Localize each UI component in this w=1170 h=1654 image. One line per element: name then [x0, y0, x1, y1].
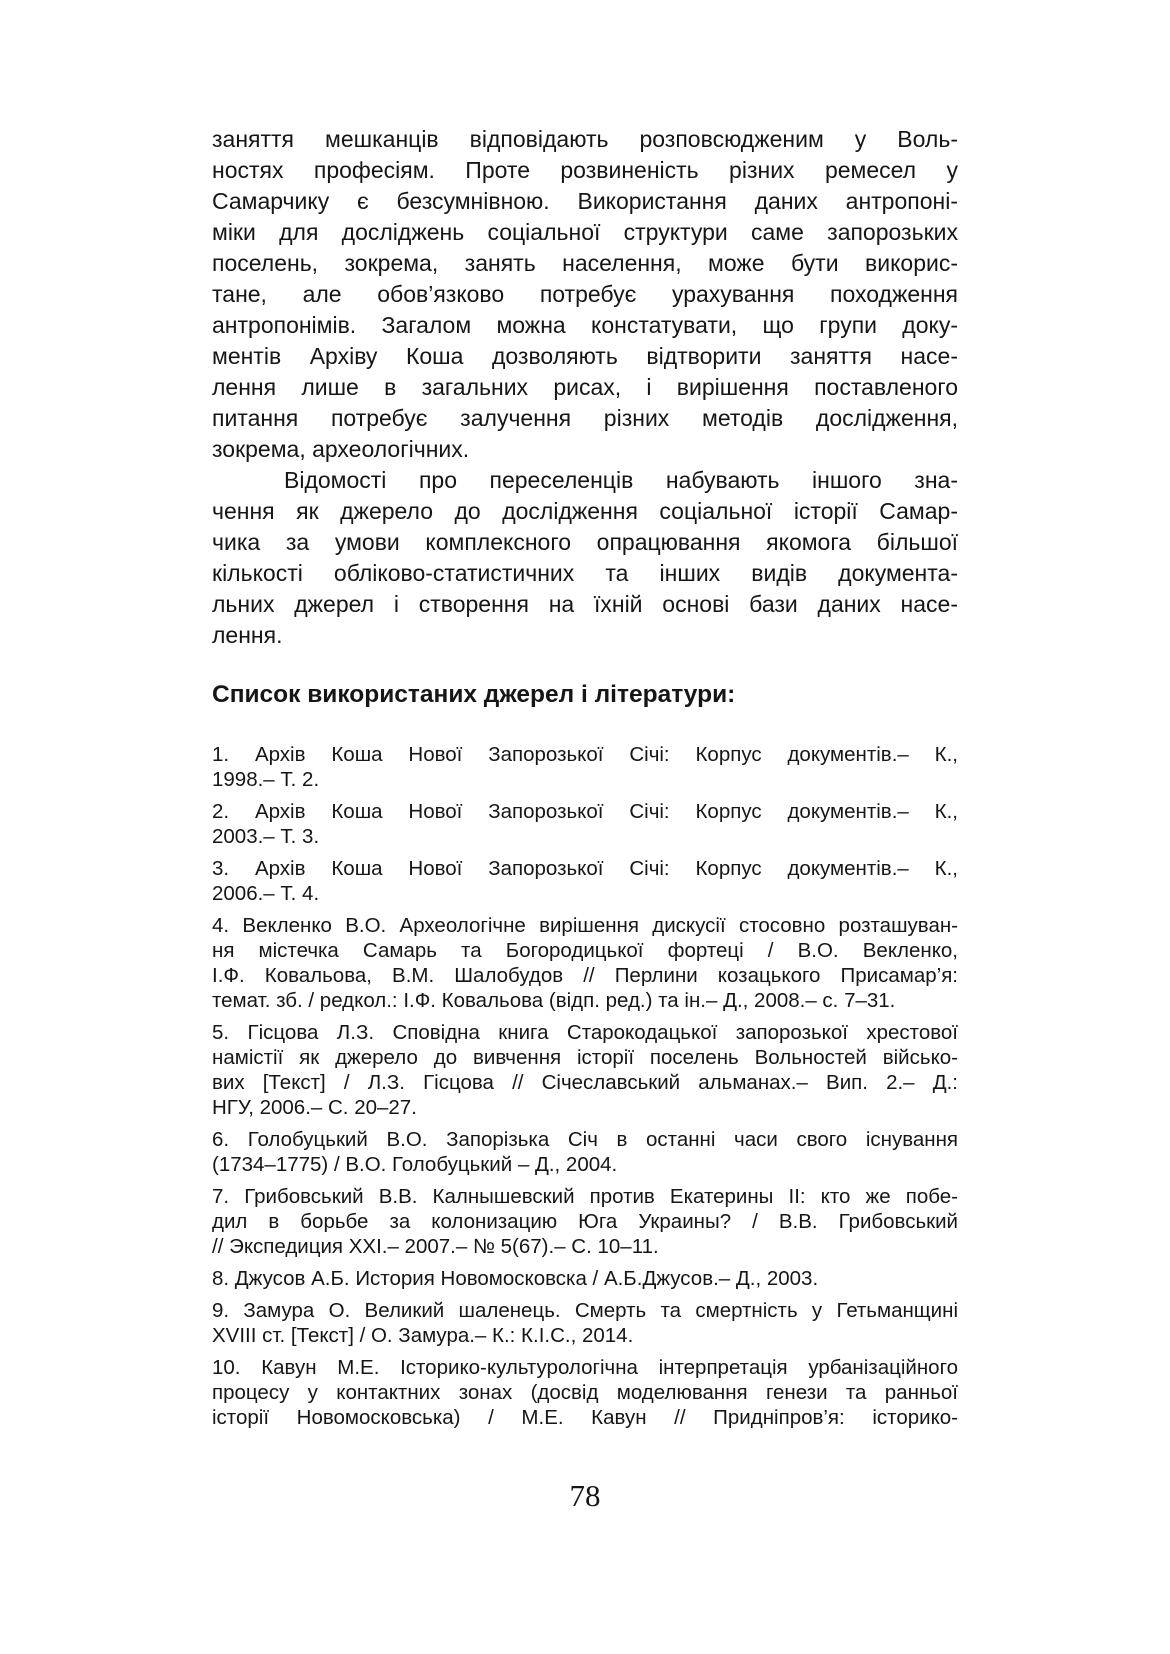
- reference-item: [212, 742, 958, 792]
- text-line: антропонімів. Загалом можна констатувати, що групи доку-: [212, 312, 958, 338]
- text-line: кількості обліково-статистичних та інших видів документа-: [212, 560, 958, 586]
- page-number: 78: [569, 1478, 601, 1513]
- text-line: процесу у контактних зонах (досвід моделювання генези та ранньої: [212, 1381, 958, 1404]
- text-line: тане, але обов’язково потребує урахування походження: [212, 281, 958, 307]
- text-line: чення як джерело до дослідження соціальної історії Самар-: [212, 498, 958, 524]
- text-line: лення лише в загальних рисах, і вирішення поставленого: [212, 374, 958, 400]
- text-line: намістії як джерело до вивчення історії поселень Вольностей військо-: [212, 1046, 958, 1069]
- text-line: історії Новомосковська) / М.Е. Кавун // Придніпров’я: історико-: [212, 1406, 958, 1429]
- text-line: дил в борьбе за колонизацию Юга Украины? / В.В. Грибовський: [212, 1210, 958, 1233]
- text-line: // Экспедиция XXI.– 2007.– № 5(67).– С. 10–11.: [212, 1235, 659, 1258]
- text-line: 2003.– Т. 3.: [212, 825, 320, 848]
- text-line: Відомості про переселенців набувають іншого зна-: [284, 467, 958, 493]
- text-line: 9. Замура О. Великий шаленець. Смерть та смертність у Гетьманщині: [212, 1299, 958, 1322]
- text-line: заняття мешканців відповідають розповсюдженим у Воль-: [212, 126, 958, 152]
- reference-item: [212, 913, 958, 1013]
- text-line: темат. зб. / редкол.: І.Ф. Ковальова (відп. ред.) та ін.– Д., 2008.– с. 7–31.: [212, 989, 896, 1012]
- text-line: 8. Джусов А.Б. История Новомосковска / А.Б.Джусов.– Д., 2003.: [212, 1267, 819, 1290]
- text-line: міки для досліджень соціальної структури саме запорозьких: [212, 219, 958, 245]
- reference-item: [212, 1020, 958, 1120]
- reference-item: [212, 1298, 958, 1348]
- reference-item: [212, 1266, 958, 1291]
- reference-item: [212, 1127, 958, 1177]
- text-line: льних джерел і створення на їхній основі бази даних насе-: [212, 591, 958, 617]
- text-line: 1998.– Т. 2.: [212, 768, 320, 791]
- text-line: 2006.– Т. 4.: [212, 882, 320, 905]
- text-line: лення.: [212, 622, 283, 648]
- reference-item: [212, 856, 958, 906]
- reference-item: [212, 799, 958, 849]
- text-line: ня містечка Самарь та Богородицької фортеці / В.О. Векленко,: [212, 939, 958, 962]
- text-line: зокрема, археологічних.: [212, 436, 470, 462]
- text-line: питання потребує залучення різних методів дослідження,: [212, 405, 958, 431]
- bibliography-heading: Список використаних джерел і літератури:: [212, 681, 736, 708]
- text-line: 6. Голобуцький В.О. Запорізька Січ в останні часи свого існування: [212, 1128, 958, 1151]
- reference-item: [212, 1184, 958, 1259]
- text-line: 4. Векленко В.О. Археологічне вирішення дискусії стосовно розташуван-: [212, 914, 958, 937]
- text-line: (1734–1775) / В.О. Голобуцький – Д., 2004.: [212, 1153, 618, 1176]
- text-line: 3. Архів Коша Нової Запорозької Січі: Корпус документів.– К.,: [212, 857, 958, 880]
- reference-item: [212, 1355, 958, 1430]
- paragraph: [212, 465, 958, 651]
- text-line: ностях професіям. Проте розвиненість різних ремесел у: [212, 157, 958, 183]
- text-line: вих [Текст] / Л.З. Гісцова // Січеславський альманах.– Вип. 2.– Д.:: [212, 1071, 958, 1094]
- text-block: [212, 124, 958, 1437]
- text-line: 7. Грибовський В.В. Калнышевский против Екатерины II: кто же побе-: [212, 1185, 958, 1208]
- text-line: XVIII ст. [Текст] / О. Замура.– К.: К.І.С., 2014.: [212, 1324, 634, 1347]
- body-text: [212, 124, 958, 651]
- text-line: ментів Архіву Коша дозволяють відтворити заняття насе-: [212, 343, 958, 369]
- text-line: 5. Гісцова Л.З. Сповідна книга Старокодацької запорозької хрестової: [212, 1021, 958, 1044]
- text-line: чика за умови комплексного опрацювання якомога більшої: [212, 529, 958, 555]
- reference-list: [212, 742, 958, 1430]
- text-line: І.Ф. Ковальова, В.М. Шалобудов // Перлини козацького Присамар’я:: [212, 964, 958, 987]
- text-line: 1. Архів Коша Нової Запорозької Січі: Корпус документів.– К.,: [212, 743, 958, 766]
- paragraph: [212, 124, 958, 465]
- text-line: 2. Архів Коша Нової Запорозької Січі: Корпус документів.– К.,: [212, 800, 958, 823]
- text-line: 10. Кавун М.Е. Історико-культурологічна інтерпретація урбанізаційного: [212, 1356, 958, 1379]
- text-line: НГУ, 2006.– С. 20–27.: [212, 1096, 417, 1119]
- text-line: Самарчику є безсумнівною. Використання даних антропоні-: [212, 188, 958, 214]
- text-line: поселень, зокрема, занять населення, може бути викорис-: [212, 250, 958, 276]
